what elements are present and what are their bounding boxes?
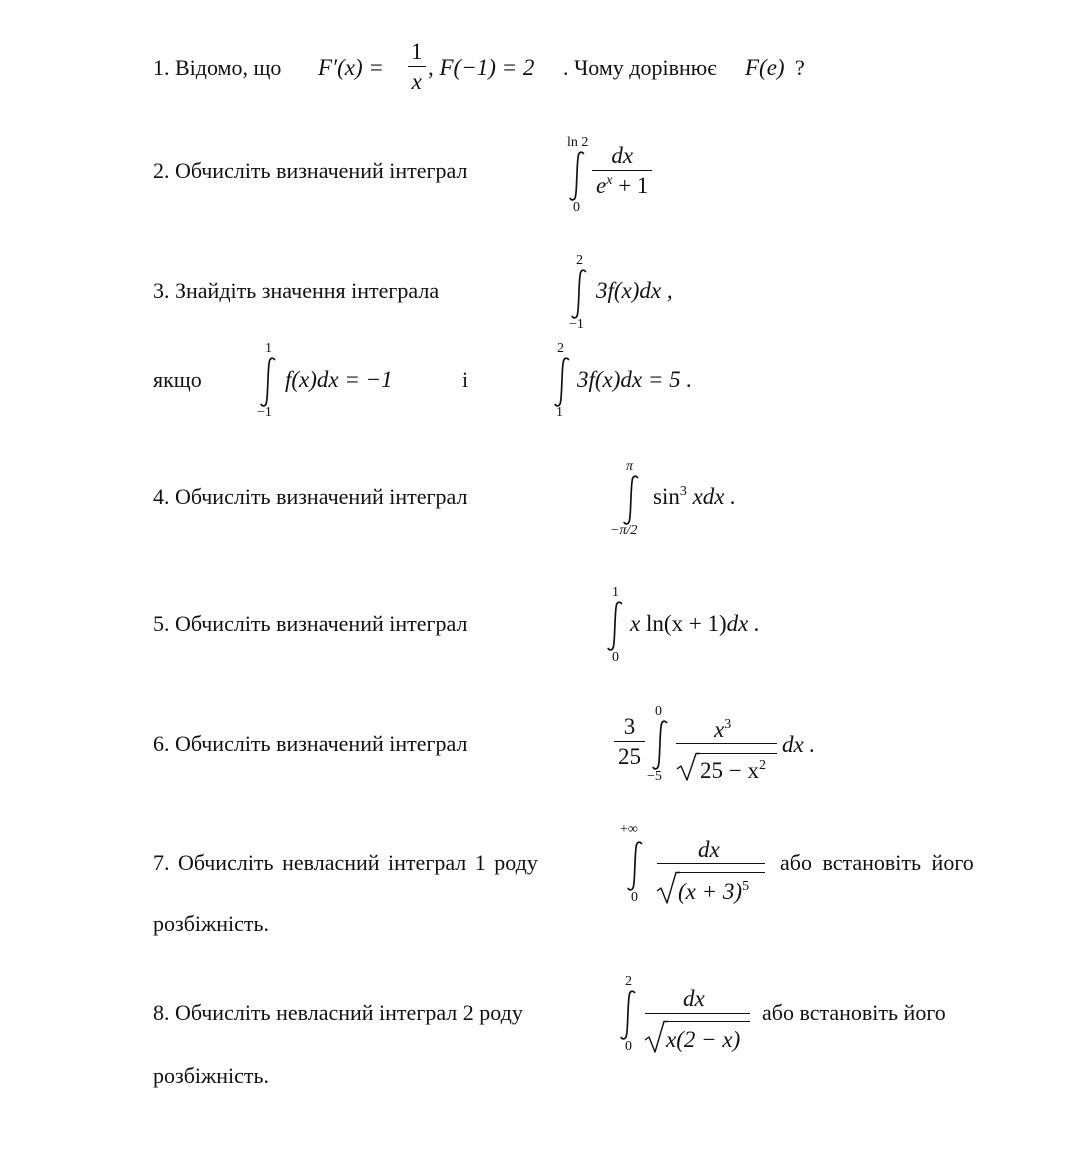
- problem-6-numerator: $x^3$: [714, 717, 732, 742]
- integral-upper-limit: 2: [576, 253, 583, 268]
- integral-sign-icon: [606, 600, 624, 652]
- integral-sign-icon: [568, 150, 586, 202]
- integral-upper-limit: 2: [557, 341, 564, 356]
- integral-sign-icon: [570, 268, 588, 320]
- integral-upper-limit: 2: [625, 974, 632, 989]
- problem-1-fprime: F′(x) =: [318, 55, 384, 80]
- integral-lower-limit: 0: [625, 1039, 632, 1054]
- integral-upper-limit: 1: [265, 341, 272, 356]
- problem-3-given-word: якщо: [153, 367, 202, 392]
- problem-7-tail-2: розбіжність.: [153, 911, 269, 936]
- problem-4-integrand: $\sin^3$ xdx .: [653, 484, 737, 509]
- integral-upper-limit: ln 2: [567, 135, 589, 150]
- radical-sign-icon: [676, 752, 700, 782]
- problem-5-integrand: x ln(x + 1)dx .: [630, 611, 760, 636]
- problem-1-text: 1. Відомо, що: [153, 55, 282, 80]
- radical-sign-icon: [644, 1020, 668, 1054]
- problem-3-and-word: і: [462, 367, 469, 392]
- integral-sign-icon: [622, 474, 640, 526]
- radical-sign-icon: [656, 871, 680, 905]
- problem-3-text: 3. Знайдіть значення інтеграла: [153, 278, 440, 303]
- problem-3-given-2: 3f(x)dx = 5 .: [577, 367, 693, 392]
- fraction-bar: [676, 743, 777, 744]
- problem-8-radicand: x(2 − x): [666, 1027, 741, 1052]
- problem-2-integrand: [592, 144, 652, 197]
- problem-6-coefficient: [614, 715, 645, 768]
- integral-lower-limit: 0: [612, 650, 619, 665]
- integral-lower-limit: −5: [647, 769, 662, 784]
- integral-lower-limit: 1: [556, 405, 563, 420]
- integral-sign-icon: [553, 356, 571, 408]
- integral-upper-limit: 0: [655, 704, 662, 719]
- problem-1-question-mark: ?: [795, 55, 805, 80]
- integral-lower-limit: 0: [573, 200, 580, 215]
- problem-8-tail-2: розбіжність.: [153, 1063, 269, 1088]
- problem-7-tail: або встановіть його: [780, 850, 974, 875]
- problem-7-text: 7. Обчисліть невласний інтеграл 1 роду: [153, 850, 538, 875]
- coefficient-numerator: 3: [623, 714, 636, 739]
- integral-sign-icon: [626, 840, 644, 892]
- integrand-numerator: dx: [611, 143, 634, 168]
- integral-upper-limit: 1: [612, 585, 619, 600]
- problem-3-integrand: 3f(x)dx ,: [596, 278, 673, 303]
- integral-lower-limit: −1: [257, 405, 272, 420]
- problem-7-numerator: dx: [698, 837, 720, 862]
- fraction-bar: [645, 1013, 750, 1014]
- problem-1-fraction: [407, 40, 427, 93]
- coefficient-denominator: 25: [614, 741, 645, 768]
- fraction-bar: [657, 863, 765, 864]
- problem-1-condition: , F(−1) = 2: [428, 55, 535, 80]
- problem-2-text: 2. Обчисліть визначений інтеграл: [153, 158, 468, 183]
- integral-upper-limit: π: [626, 459, 634, 474]
- problem-3-given-1: f(x)dx = −1: [285, 367, 393, 392]
- problem-6-radicand: $25 - x^2$: [700, 758, 766, 783]
- problem-4-text: 4. Обчисліть визначений інтеграл: [153, 484, 468, 509]
- integral-lower-limit: −1: [569, 317, 584, 332]
- fraction-denominator: x: [408, 66, 426, 93]
- integral-sign-icon: [619, 989, 637, 1041]
- problem-5-text: 5. Обчисліть визначений інтеграл: [153, 611, 468, 636]
- integrand-denominator: $e^x + 1$: [592, 170, 652, 197]
- problem-1-target: F(e): [745, 55, 785, 80]
- problem-8-numerator: dx: [683, 986, 705, 1011]
- problem-8-text: 8. Обчисліть невласний інтеграл 2 роду: [153, 1000, 523, 1025]
- integral-lower-limit: 0: [631, 890, 638, 905]
- problem-8-tail: або встановіть його: [762, 1000, 946, 1025]
- integral-lower-limit: −π/2: [610, 523, 638, 538]
- problem-6-text: 6. Обчисліть визначений інтеграл: [153, 731, 468, 756]
- problem-7-radicand: $(x + 3)^5$: [678, 879, 750, 904]
- integral-sign-icon: [651, 719, 669, 771]
- problem-6-tail: dx .: [782, 732, 816, 757]
- integral-upper-limit: +∞: [620, 822, 638, 837]
- problem-1-question: . Чому дорівнює: [563, 55, 717, 80]
- integral-sign-icon: [259, 356, 277, 408]
- fraction-numerator: 1: [411, 39, 423, 64]
